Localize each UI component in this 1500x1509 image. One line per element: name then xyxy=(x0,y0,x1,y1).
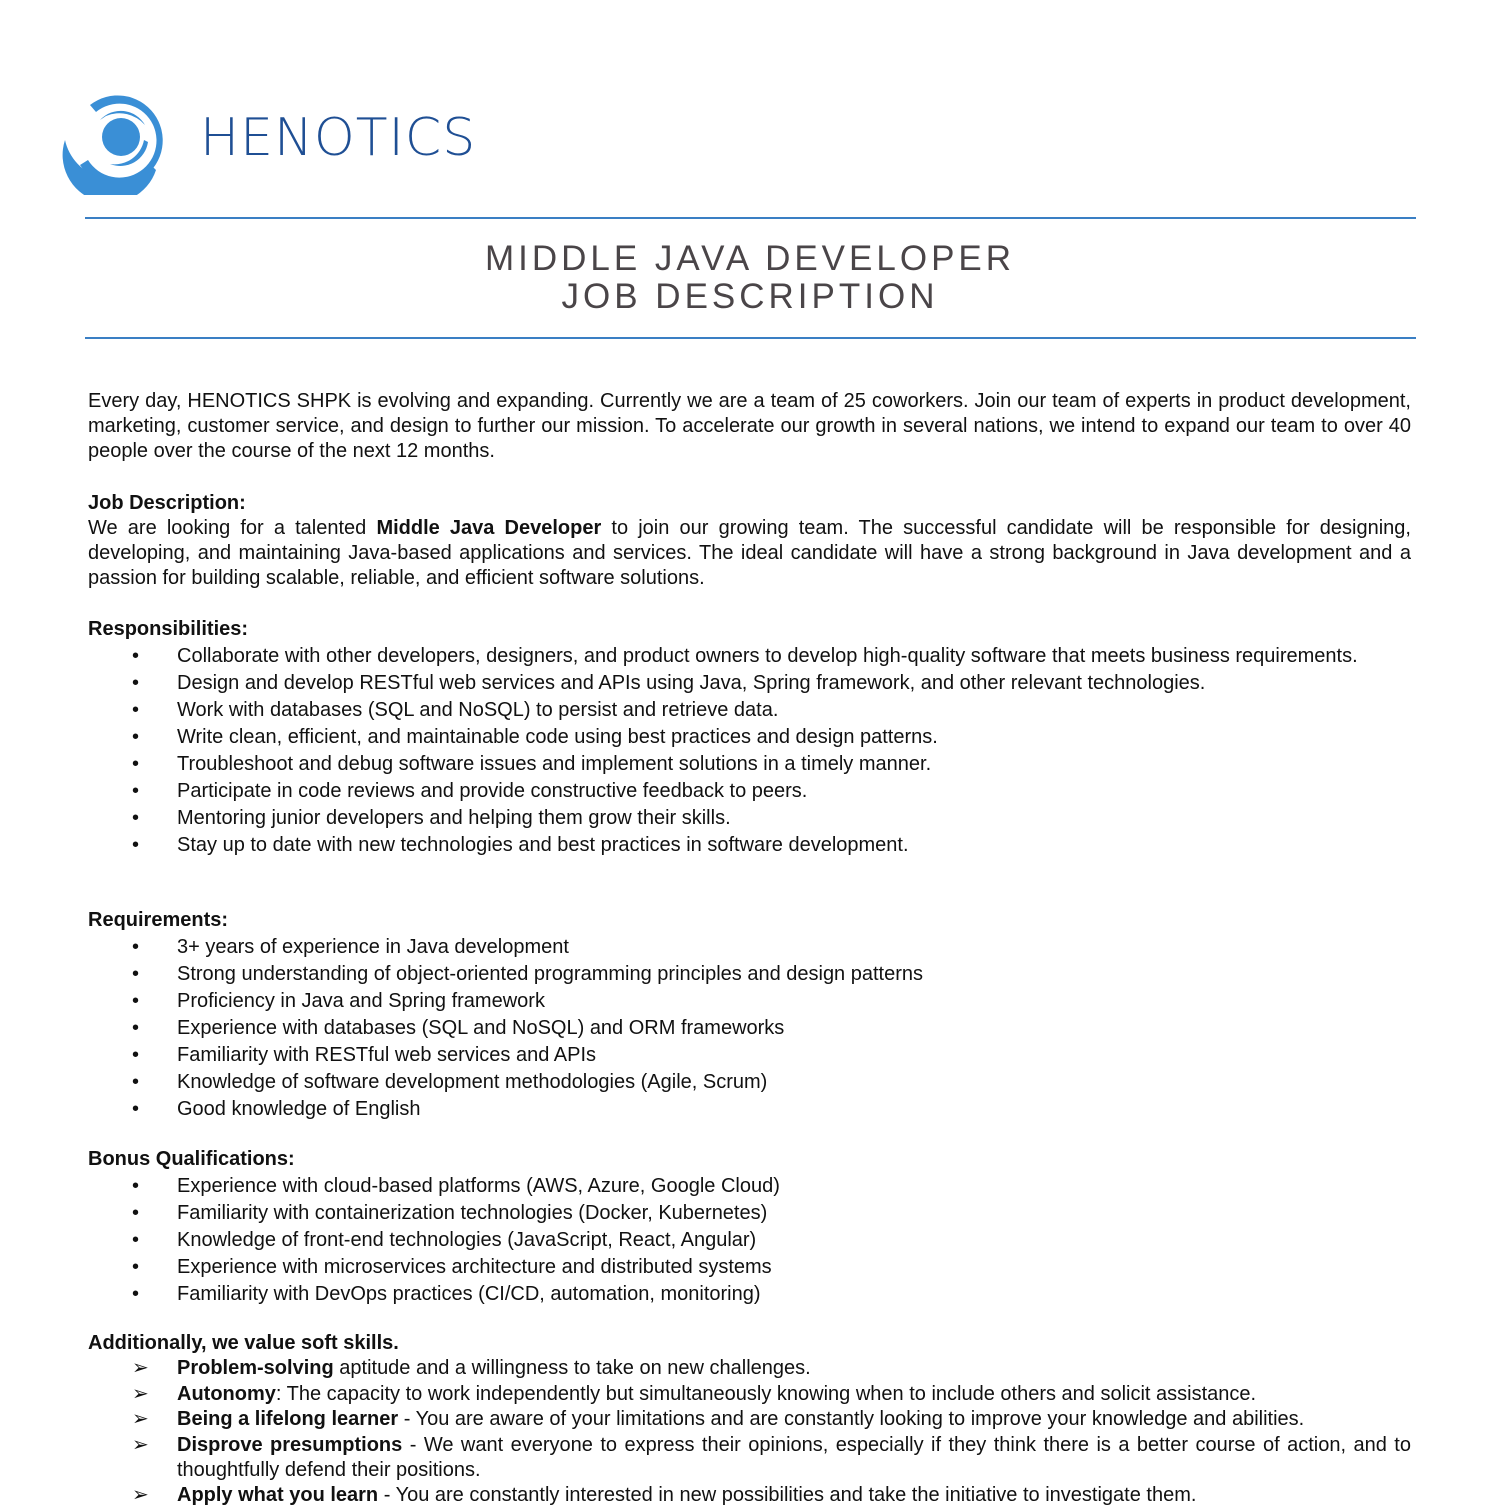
job-description-section xyxy=(88,491,1411,591)
list-item xyxy=(88,698,1411,723)
list-item-text: Write clean, efficient, and maintainable code using best practices and design patterns. xyxy=(177,726,938,748)
list-item-text: Stay up to date with new technologies and best practices in software development. xyxy=(177,834,909,856)
soft-skills-heading: Additionally, we value soft skills. xyxy=(88,1332,399,1354)
title-line-2: JOB DESCRIPTION xyxy=(561,277,939,316)
list-item xyxy=(88,1201,1411,1226)
list-item xyxy=(88,1282,1411,1307)
bonus-heading: Bonus Qualifications: xyxy=(88,1148,295,1170)
list-item xyxy=(88,752,1411,777)
skill-description: aptitude and a willingness to take on new challenges. xyxy=(333,1357,811,1379)
list-item-text: Knowledge of software development methodologies (Agile, Scrum) xyxy=(177,1071,768,1093)
arrow-bullet-icon: ➢ xyxy=(132,1382,149,1405)
list-item-text: Participate in code reviews and provide constructive feedback to peers. xyxy=(177,780,808,802)
company-logo xyxy=(60,80,476,195)
list-item xyxy=(88,1174,1411,1199)
bullet-icon: • xyxy=(132,726,140,748)
list-item xyxy=(88,806,1411,831)
bullet-icon: • xyxy=(132,672,140,694)
bullet-icon: • xyxy=(132,936,140,958)
bullet-icon: • xyxy=(132,1229,140,1251)
skill-name: Apply what you learn xyxy=(177,1484,379,1506)
bullet-icon: • xyxy=(132,1098,140,1120)
bullet-icon: • xyxy=(132,699,140,721)
title-line-1: MIDDLE JAVA DEVELOPER xyxy=(484,239,1016,278)
bullet-icon: • xyxy=(132,834,140,856)
requirements-heading: Requirements: xyxy=(88,909,229,931)
list-item-text: Work with databases (SQL and NoSQL) to persist and retrieve data. xyxy=(177,699,779,721)
list-item-text: Design and develop RESTful web services and APIs using Java, Spring framework, and other relevant technologies. xyxy=(177,672,1206,694)
requirements-section xyxy=(88,908,1411,1124)
bullet-icon: • xyxy=(132,1017,140,1039)
arrow-bullet-icon: ➢ xyxy=(132,1484,149,1506)
job-text-post: to join our growing team. The successful candidate will be responsible for designing, developing, and maintaining Java-based applications and services. The ideal candidate will have a strong background in Java development and a passion for building scalable, reliable, and efficient software solutions. xyxy=(88,517,1411,589)
bullet-icon: • xyxy=(132,1283,140,1305)
skill-name: Autonomy xyxy=(177,1382,276,1405)
bottom-divider xyxy=(85,337,1416,339)
list-item xyxy=(88,1356,1411,1381)
responsibilities-list xyxy=(88,644,1411,858)
bullet-icon: • xyxy=(132,780,140,802)
bullet-icon: • xyxy=(132,807,140,829)
bullet-icon: • xyxy=(132,1175,140,1197)
responsibilities-heading: Responsibilities: xyxy=(88,618,249,640)
list-item xyxy=(88,1255,1411,1280)
arrow-bullet-icon: ➢ xyxy=(132,1408,149,1430)
bullet-icon: • xyxy=(132,963,140,985)
bullet-icon: • xyxy=(132,753,140,775)
job-title-bold: Middle Java Developer xyxy=(376,517,602,539)
list-item xyxy=(88,935,1411,960)
arrow-bullet-icon: ➢ xyxy=(132,1433,149,1456)
list-item xyxy=(88,1016,1411,1041)
skill-description: - You are constantly interested in new possibilities and take the initiative to investigate them. xyxy=(378,1484,1197,1506)
list-item xyxy=(88,989,1411,1014)
list-item-text: Familiarity with containerization technologies (Docker, Kubernetes) xyxy=(177,1202,768,1224)
responsibilities-section xyxy=(88,617,1411,860)
skill-description: - You are aware of your limitations and are constantly looking to improve your knowledge and abilities. xyxy=(398,1408,1305,1430)
list-item xyxy=(88,1097,1411,1122)
bonus-section xyxy=(88,1147,1411,1309)
list-item xyxy=(88,779,1411,804)
soft-skills-list xyxy=(88,1356,1411,1508)
skill-description: - We want everyone to express their opinions, especially if they think there is a better course of action, and to thoughtfully defend their positions. xyxy=(177,1433,1411,1481)
list-item xyxy=(88,725,1411,750)
skill-description: : The capacity to work independently but simultaneously knowing when to include others and solicit assistance. xyxy=(275,1382,1257,1405)
bullet-icon: • xyxy=(132,645,140,667)
list-item-text: Mentoring junior developers and helping them grow their skills. xyxy=(177,807,731,829)
bullet-icon: • xyxy=(132,1202,140,1224)
skill-name: Disprove presumptions xyxy=(177,1433,403,1456)
list-item xyxy=(88,1070,1411,1095)
logo-text: HENOTICS xyxy=(200,107,477,168)
list-item-text: 3+ years of experience in Java development xyxy=(177,936,569,958)
list-item-text: Troubleshoot and debug software issues and implement solutions in a timely manner. xyxy=(177,753,932,775)
list-item xyxy=(88,1382,1411,1407)
list-item xyxy=(88,833,1411,858)
bonus-list xyxy=(88,1174,1411,1307)
bullet-icon: • xyxy=(132,1256,140,1278)
list-item-text: Collaborate with other developers, designers, and product owners to develop high-quality software that meets business requirements. xyxy=(177,645,1358,667)
soft-skills-section xyxy=(88,1331,1411,1509)
skill-name: Problem-solving xyxy=(177,1357,334,1379)
list-item xyxy=(88,671,1411,696)
list-item xyxy=(88,1043,1411,1068)
list-item-text: Familiarity with DevOps practices (CI/CD, automation, monitoring) xyxy=(177,1283,761,1305)
list-item xyxy=(88,962,1411,987)
list-item-text: Knowledge of front-end technologies (JavaScript, React, Angular) xyxy=(177,1229,757,1251)
list-item xyxy=(88,1433,1411,1483)
list-item-text: Strong understanding of object-oriented programming principles and design patterns xyxy=(177,963,924,985)
list-item-text: Experience with databases (SQL and NoSQL) and ORM frameworks xyxy=(177,1017,785,1039)
list-item-text: Good knowledge of English xyxy=(177,1098,421,1120)
requirements-list xyxy=(88,935,1411,1122)
bullet-icon: • xyxy=(132,990,140,1012)
list-item-text: Experience with microservices architecture and distributed systems xyxy=(177,1256,772,1278)
job-text-pre: We are looking for a talented xyxy=(88,517,377,539)
list-item-text: Proficiency in Java and Spring framework xyxy=(177,990,545,1012)
intro-paragraph: Every day, HENOTICS SHPK is evolving and expanding. Currently we are a team of 25 coworkers. Join our team of experts in product development, marketing, customer service, and design to further our mission. To accelerate our growth in several nations, we intend to expand our team to over 40 people over the course of the next 12 months. xyxy=(88,390,1411,462)
job-description-text xyxy=(88,516,1411,591)
top-divider xyxy=(85,217,1416,219)
list-item-text: Experience with cloud-based platforms (AWS, Azure, Google Cloud) xyxy=(177,1175,780,1197)
swirl-logo-icon xyxy=(60,80,182,195)
list-item xyxy=(88,1228,1411,1253)
list-item xyxy=(88,1407,1411,1432)
arrow-bullet-icon: ➢ xyxy=(132,1357,149,1379)
bullet-icon: • xyxy=(132,1044,140,1066)
list-item xyxy=(88,1483,1411,1508)
job-description-heading: Job Description: xyxy=(88,492,246,514)
skill-name: Being a lifelong learner xyxy=(177,1408,399,1430)
list-item xyxy=(88,644,1411,669)
list-item-text: Familiarity with RESTful web services and APIs xyxy=(177,1044,597,1066)
bullet-icon: • xyxy=(132,1071,140,1093)
